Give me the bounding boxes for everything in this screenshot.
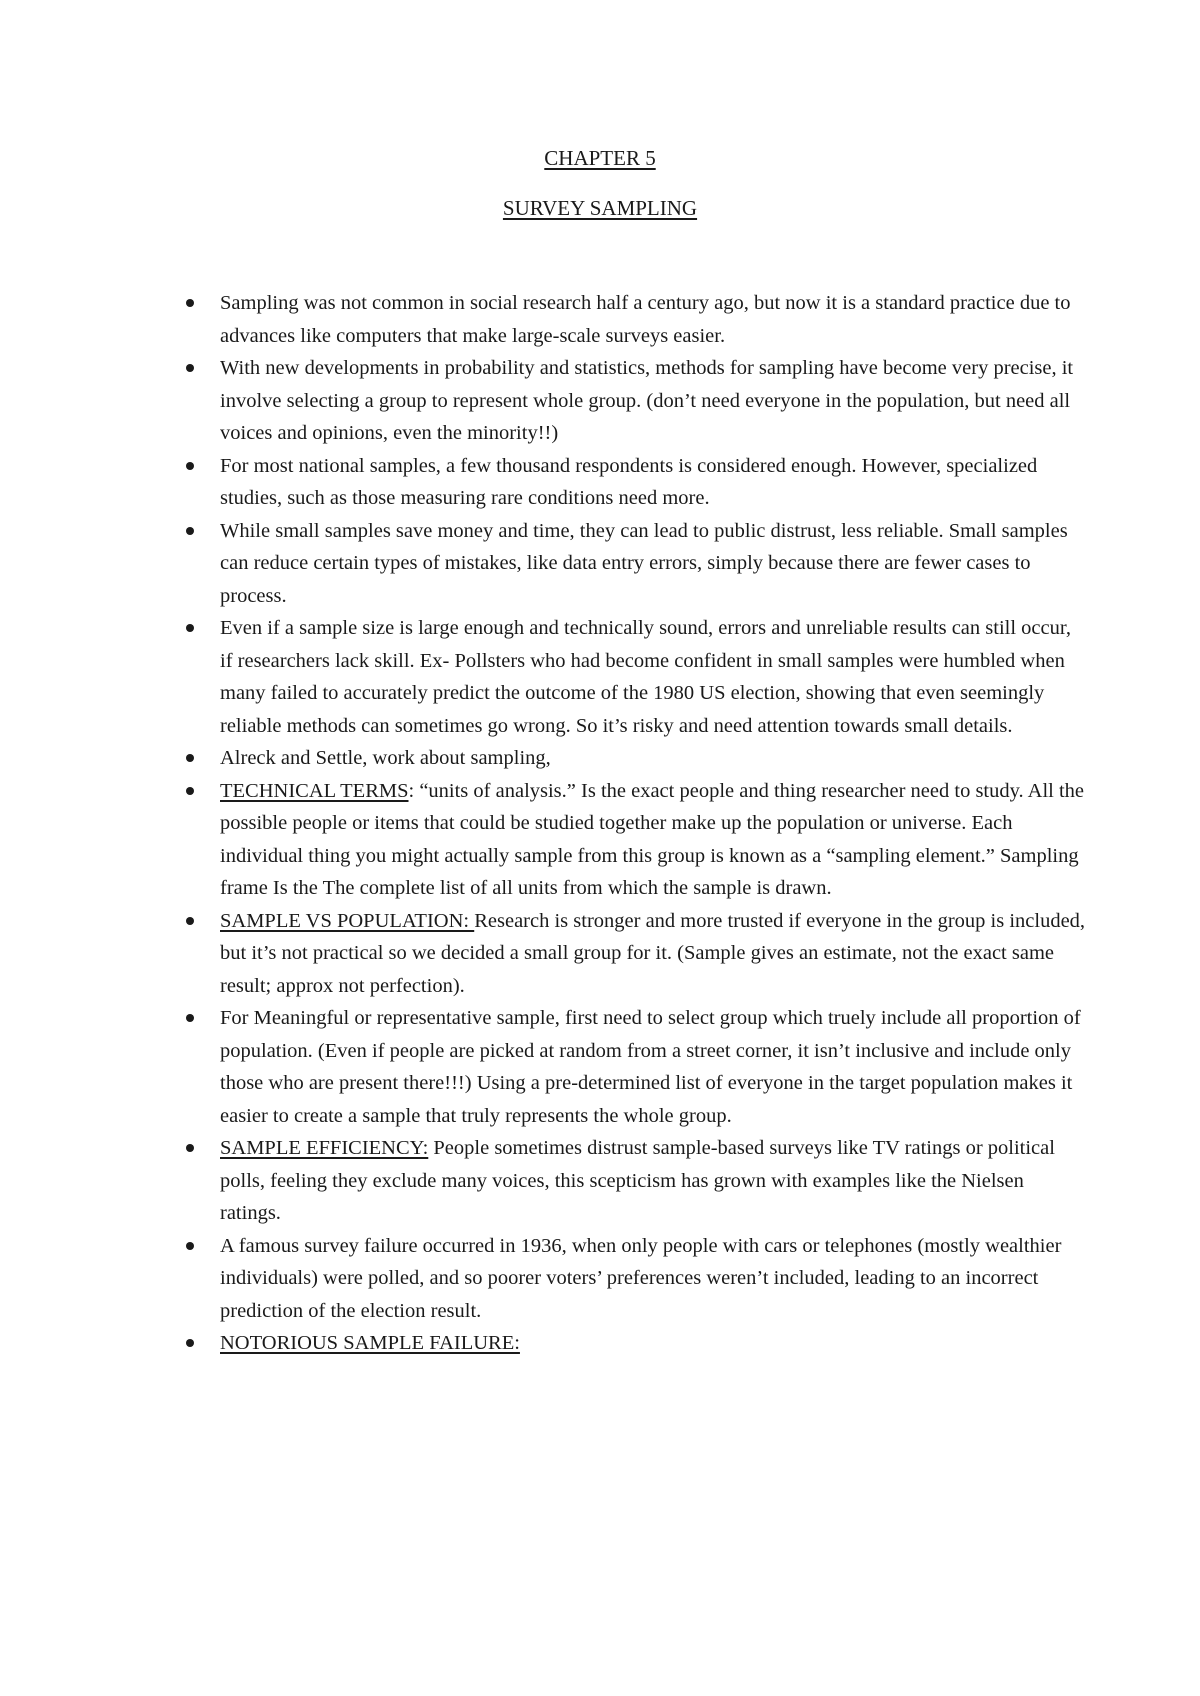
list-item: [186, 287, 1086, 352]
bullet-text: Alreck and Settle, work about sampling,: [220, 747, 551, 769]
list-item: [186, 775, 1086, 905]
bullet-icon: [186, 775, 196, 808]
bullet-icon: [186, 352, 196, 385]
bullet-text: : “units of analysis.” Is the exact people and thing researcher need to study. All the possible people or items that could be studied together make up the population or universe. Each individual thing you might actually sample from this group is known as a “sampling element.” Sampling frame Is the The complete list of all units from which the sample is drawn.: [220, 779, 1085, 899]
bullet-lead: TECHNICAL TERMS: [220, 779, 409, 802]
bullet-icon: [186, 742, 196, 775]
list-item: [186, 450, 1086, 515]
list-item: [186, 1132, 1086, 1230]
bullet-text: With new developments in probability and statistics, methods for sampling have become very precise, it involve selecting a group to represent whole group. (don’t need everyone in the population, but need all voices and opinions, even the minority!!): [220, 357, 1074, 444]
list-item: [186, 515, 1086, 613]
list-item: [186, 1327, 1086, 1360]
bullet-list: [186, 287, 1086, 1360]
bullet-icon: [186, 287, 196, 320]
bullet-icon: [186, 450, 196, 483]
bullet-text: While small samples save money and time, they can lead to public distrust, less reliable. Small samples can reduce certain types of mistakes, like data entry errors, simply because there are fewer cases to process.: [220, 519, 1068, 607]
bullet-icon: [186, 905, 196, 938]
bullet-icon: [186, 612, 196, 645]
list-item: [186, 905, 1086, 1003]
section-title: SURVEY SAMPLING: [502, 196, 698, 220]
chapter-title: CHAPTER 5: [544, 146, 656, 170]
bullet-text: Sampling was not common in social research half a century ago, but now it is a standard practice due to advances like computers that make large-scale surveys easier.: [220, 292, 1071, 347]
list-item: [186, 1230, 1086, 1328]
bullet-icon: [186, 1230, 196, 1263]
list-item: [186, 1002, 1086, 1132]
bullet-text: For most national samples, a few thousand respondents is considered enough. However, specialized studies, such as those measuring rare conditions need more.: [220, 454, 1038, 509]
bullet-text: People sometimes distrust sample-based surveys like TV ratings or political polls, feeling they exclude many voices, this scepticism has grown with examples like the Nielsen ratings.: [220, 1137, 1055, 1224]
list-item: [186, 742, 1086, 775]
list-item: [186, 612, 1086, 742]
bullet-text: For Meaningful or representative sample, first need to select group which truely include all proportion of population. (Even if people are picked at random from a street corner, it isn’t inclusive and include only those who are present there!!!) Using a pre-determined list of everyone in the target population makes it easier to create a sample that truly represents the whole group.: [220, 1007, 1081, 1127]
bullet-lead: SAMPLE VS POPULATION:: [220, 909, 475, 932]
bullet-text: Research is stronger and more trusted if everyone in the group is included, but it’s not practical so we decided a small group for it. (Sample gives an estimate, not the exact same result; approx not perfection).: [220, 909, 1086, 997]
bullet-icon: [186, 515, 196, 548]
bullet-text: A famous survey failure occurred in 1936, when only people with cars or telephones (mostly wealthier individuals) were polled, and so poorer voters’ preferences weren’t included, leading to an incorrect prediction of the election result.: [220, 1234, 1062, 1322]
bullet-text: Even if a sample size is large enough and technically sound, errors and unreliable results can still occur, if researchers lack skill. Ex- Pollsters who had become confident in small samples were humbled when many failed to accurately predict the outcome of the 1980 US election, showing that even seemingly reliable methods can sometimes go wrong. So it’s risky and need attention towards small details.: [220, 617, 1071, 737]
list-item: [186, 352, 1086, 450]
bullet-icon: [186, 1327, 196, 1360]
bullet-lead: SAMPLE EFFICIENCY:: [220, 1137, 429, 1159]
bullet-lead: NOTORIOUS SAMPLE FAILURE:: [220, 1332, 520, 1354]
bullet-icon: [186, 1132, 196, 1165]
bullet-icon: [186, 1002, 196, 1035]
